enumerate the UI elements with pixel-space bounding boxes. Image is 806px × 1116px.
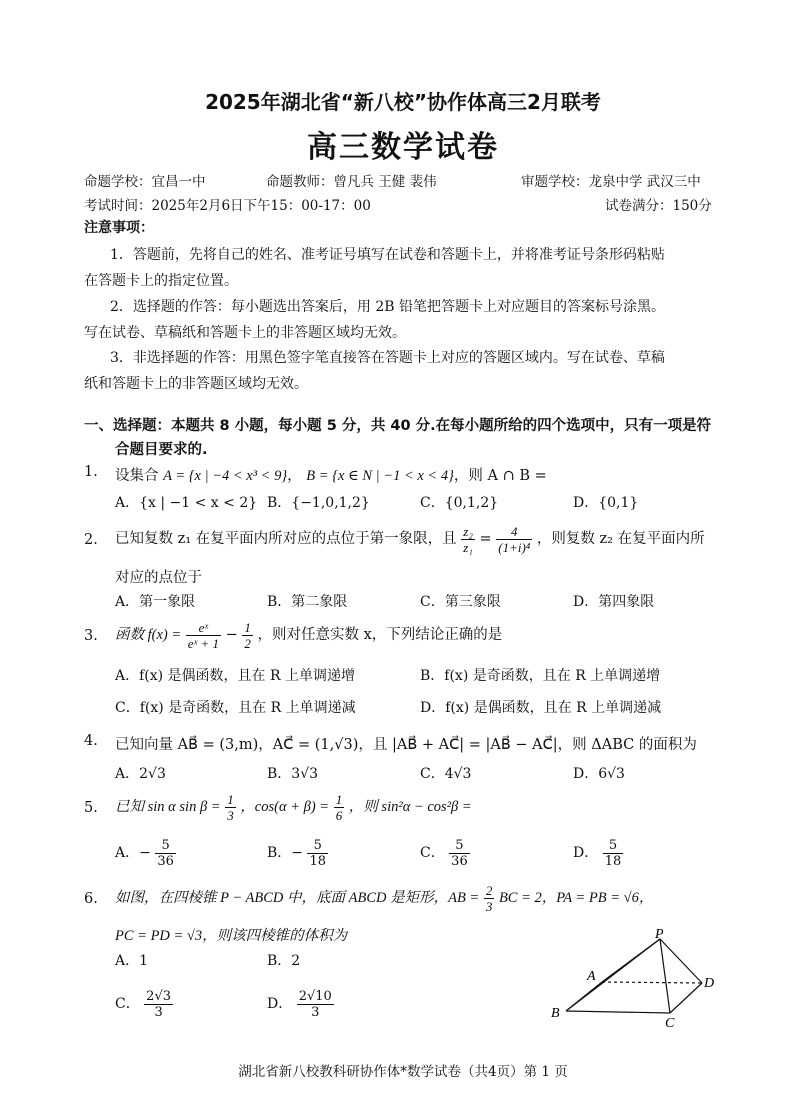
question-number: 4. xyxy=(84,733,98,749)
question-2-stem: 已知复数 z₁ 在复平面内所对应的点位于第一象限，且 $\frac{\text{z₂}}{\text{z₁}}$ = $\frac{4}{\text{(1+i)⁴}}$ ，则复数 z₂ 在复平面内所 xyxy=(115,523,705,555)
question-1-stem: 设集合 A = {x | −4 < x³ < 9}， B = {x ∈ N | −1 < x < 4}，则 A ∩ B = xyxy=(115,468,547,484)
edge-ba xyxy=(566,982,602,1011)
vertex-label-a: A xyxy=(587,969,596,984)
exam-title: 2025年湖北省“新八校”协作体高三2月联考 xyxy=(205,90,601,114)
question-number: 5. xyxy=(84,800,98,816)
edge-pd xyxy=(660,939,702,983)
option-a: A．− $\frac{5}{36}$ xyxy=(115,837,174,869)
question-4-stem: 已知向量 AB⃗ = (3,m)，AC⃗ = (1,√3)，且 |AB⃗ + AC⃗| = |AB⃗ − AC⃗|，则 ΔABC 的面积为 xyxy=(115,737,697,753)
option-c: C． $\frac{5}{36}$ xyxy=(420,837,468,869)
edge-cd xyxy=(670,983,702,1013)
note-3-cont: 纸和答题卡上的非答题区域均无效。 xyxy=(84,376,308,392)
option-c: C． $\frac{2√3}{3}$ xyxy=(115,988,171,1020)
option-a: A．1 xyxy=(115,953,149,969)
note-1-cont: 在答题卡上的指定位置。 xyxy=(84,273,238,289)
option-d: D．6√3 xyxy=(573,766,625,782)
page-footer: 湖北省新八校教科研协作体*数学试卷（共4页）第 1 页 xyxy=(238,1064,568,1080)
question-6-stem-cont: PC = PD = √3，则该四棱锥的体积为 xyxy=(115,928,348,944)
section-heading: 一、选择题：本题共 8 小题，每小题 5 分，共 40 分.在每小题所给的四个选项中，只有一项是符 xyxy=(84,418,712,434)
option-d: D． $\frac{5}{18}$ xyxy=(573,837,622,869)
notes-heading: 注意事项： xyxy=(84,220,154,236)
option-c: C．第三象限 xyxy=(420,594,501,610)
option-d: D．f(x) 是偶函数，且在 R 上单调递减 xyxy=(420,700,662,716)
option-d: D．第四象限 xyxy=(573,594,655,610)
exam-time: 考试时间：2025年2月6日下午15：00-17：00 xyxy=(84,198,371,214)
question-5-stem: 已知 sin α sin β = $\frac{1}{3}$ ，cos(α + β) = $\frac{1}{6}$ ，则 sin²α − cos²β = xyxy=(115,791,472,823)
question-3-stem: 函数 f(x) = $\frac{\text{eˣ}}{\text{eˣ + 1}}$ − $\frac{1}{2}$ ，则对任意实数 x，下列结论正确的是 xyxy=(115,619,503,651)
section-heading-cont: 合题目要求的. xyxy=(115,442,208,458)
review-schools: 审题学校：龙泉中学 武汉三中 xyxy=(521,174,701,190)
option-b: B．{−1,0,1,2} xyxy=(267,495,370,511)
option-a: A．f(x) 是偶函数，且在 R 上单调递增 xyxy=(115,668,356,684)
question-number: 3. xyxy=(84,628,98,644)
note-2: 2．选择题的作答：每小题选出答案后，用 2B 铅笔把答题卡上对应题目的答案标号涂黑。 xyxy=(110,299,666,315)
option-b: B．f(x) 是奇函数，且在 R 上单调递增 xyxy=(420,668,661,684)
option-c: C．{0,1,2} xyxy=(420,495,499,511)
option-c: C．f(x) 是奇函数，且在 R 上单调递减 xyxy=(115,700,356,716)
question-number: 1. xyxy=(84,464,98,480)
option-b: B．− $\frac{5}{18}$ xyxy=(267,837,327,869)
option-a: A．第一象限 xyxy=(115,594,196,610)
vertex-label-d: D xyxy=(704,976,715,991)
option-a: A．{x | −1 < x < 2} xyxy=(115,495,258,511)
setting-school: 命题学校：宜昌一中 xyxy=(84,174,206,190)
question-6-stem: 如图，在四棱锥 P − ABCD 中，底面 ABCD 是矩形，AB = $\frac{2}{3}$ BC = 2，PA = PB = √6， xyxy=(115,882,654,914)
edge-ad-hidden xyxy=(602,982,702,983)
option-b: B．第二象限 xyxy=(267,594,348,610)
edge-pc xyxy=(660,939,670,1013)
vertex-label-c: C xyxy=(665,1016,675,1030)
pyramid-figure xyxy=(540,925,740,1030)
paper-title: 高三数学试卷 xyxy=(307,130,499,165)
full-score: 试卷满分：150分 xyxy=(605,198,712,214)
edge-bc xyxy=(566,1011,670,1013)
option-b: B．3√3 xyxy=(267,766,319,782)
note-2-cont: 写在试卷、草稿纸和答题卡上的非答题区域均无效。 xyxy=(84,325,406,341)
question-number: 6. xyxy=(84,891,98,907)
vertex-label-b: B xyxy=(551,1006,560,1021)
note-1: 1．答题前，先将自己的姓名、准考证号填写在试卷和答题卡上，并将准考证号条形码粘贴 xyxy=(110,247,665,263)
option-a: A．2√3 xyxy=(115,766,166,782)
option-d: D． $\frac{2√10}{3}$ xyxy=(267,988,332,1020)
note-3: 3．非选择题的作答：用黑色签字笔直接答在答题卡上对应的答题区域内。写在试卷、草稿 xyxy=(110,350,665,366)
vertex-label-p: P xyxy=(655,927,664,942)
question-2-stem-cont: 对应的点位于 xyxy=(115,570,202,586)
option-c: C．4√3 xyxy=(420,766,472,782)
setting-teachers: 命题教师：曾凡兵 王健 裴伟 xyxy=(266,174,437,190)
option-b: B．2 xyxy=(267,953,301,969)
question-number: 2. xyxy=(84,532,98,548)
option-d: D．{0,1} xyxy=(573,495,639,511)
